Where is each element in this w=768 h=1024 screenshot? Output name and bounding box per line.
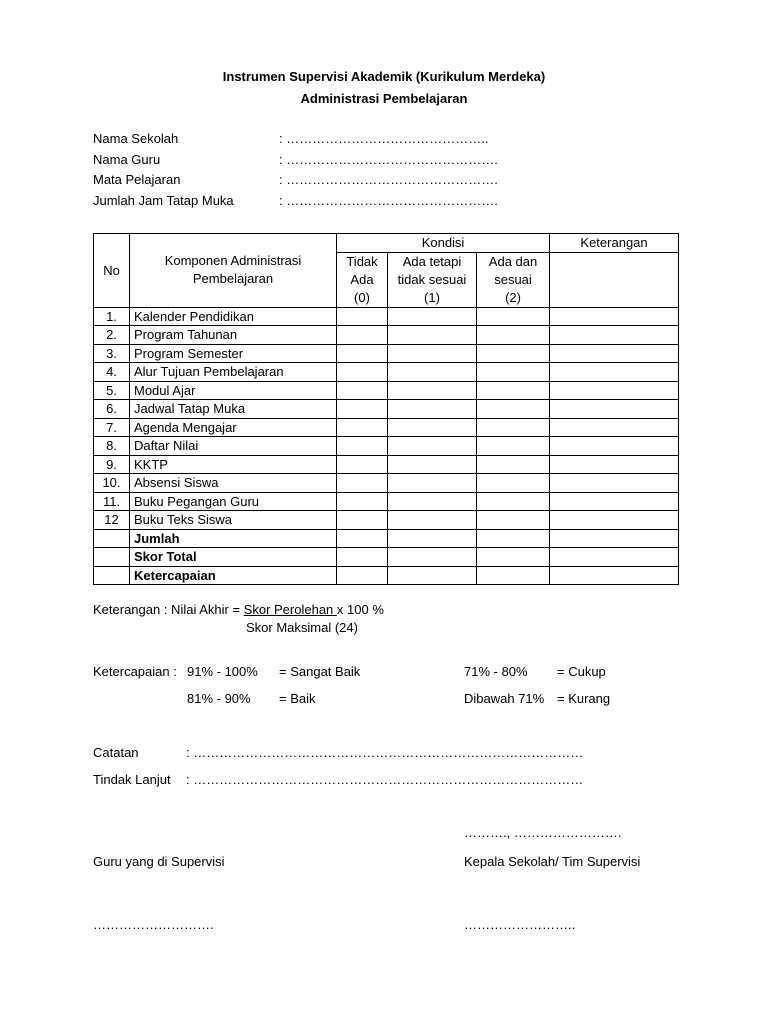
kondisi-1-score: (1) [424, 289, 440, 305]
summary-value-cell[interactable] [337, 529, 388, 548]
summary-row [94, 548, 679, 567]
keterangan-cell[interactable] [550, 492, 679, 511]
subject-field: : …………………………………………. [279, 172, 498, 187]
header-no: No [94, 234, 130, 308]
catatan-label: Catatan [93, 745, 139, 760]
row-component: Buku Pegangan Guru [130, 492, 337, 511]
kondisi-cell[interactable] [388, 437, 477, 456]
table-row [94, 437, 679, 456]
school-name-label: Nama Sekolah [93, 131, 179, 146]
kondisi-0-score: (0) [354, 289, 370, 305]
summary-value-cell[interactable] [550, 566, 679, 585]
keterangan-cell[interactable] [550, 474, 679, 493]
table-row [94, 381, 679, 400]
kondisi-1-label: Ada tetapi tidak sesuai [397, 253, 467, 287]
kondisi-cell[interactable] [477, 437, 550, 456]
kondisi-cell[interactable] [337, 326, 388, 345]
table-row [94, 474, 679, 493]
row-number: 2. [94, 326, 130, 345]
place-date-field: ………., ……………………. [464, 825, 622, 840]
kondisi-cell[interactable] [337, 307, 388, 326]
kondisi-cell[interactable] [477, 363, 550, 382]
table-row [94, 363, 679, 382]
keterangan-cell[interactable] [550, 511, 679, 530]
row-number: 9. [94, 455, 130, 474]
administration-table [93, 233, 679, 585]
kondisi-cell[interactable] [477, 307, 550, 326]
summary-value-cell[interactable] [550, 529, 679, 548]
kondisi-2-score: (2) [505, 289, 521, 305]
summary-no-cell [94, 529, 130, 548]
row-component: Daftar Nilai [130, 437, 337, 456]
row-component: Alur Tujuan Pembelajaran [130, 363, 337, 382]
keterangan-cell[interactable] [550, 455, 679, 474]
formula-prefix: Keterangan : Nilai Akhir = [93, 602, 244, 617]
kondisi-2-label: Ada dan sesuai [488, 253, 538, 287]
level-0-desc: = Sangat Baik [279, 664, 361, 679]
header-kondisi-0 [337, 252, 388, 307]
kondisi-cell[interactable] [337, 363, 388, 382]
kondisi-cell[interactable] [337, 492, 388, 511]
keterangan-cell[interactable] [550, 381, 679, 400]
row-component: Modul Ajar [130, 381, 337, 400]
teacher-signature-title: Guru yang di Supervisi [93, 854, 225, 869]
kondisi-cell[interactable] [337, 381, 388, 400]
kondisi-cell[interactable] [388, 418, 477, 437]
row-number: 6. [94, 400, 130, 419]
kondisi-cell[interactable] [388, 381, 477, 400]
kondisi-cell[interactable] [388, 474, 477, 493]
kondisi-cell[interactable] [477, 400, 550, 419]
row-number: 7. [94, 418, 130, 437]
summary-value-cell[interactable] [477, 548, 550, 567]
kondisi-cell[interactable] [477, 344, 550, 363]
kondisi-cell[interactable] [337, 418, 388, 437]
header-kondisi: Kondisi [337, 234, 550, 253]
table-row [94, 492, 679, 511]
summary-no-cell [94, 548, 130, 567]
kondisi-cell[interactable] [477, 418, 550, 437]
kondisi-cell[interactable] [337, 400, 388, 419]
table-row [94, 344, 679, 363]
tindak-lanjut-label: Tindak Lanjut [93, 772, 171, 787]
summary-value-cell[interactable] [550, 548, 679, 567]
catatan-field: : ……………………………………………………………………………… [186, 745, 584, 760]
row-component: Buku Teks Siswa [130, 511, 337, 530]
principal-signature-line: …………………….. [464, 917, 576, 932]
level-2-desc: = Cukup [557, 664, 606, 679]
keterangan-cell[interactable] [550, 344, 679, 363]
kondisi-cell[interactable] [388, 400, 477, 419]
row-number: 3. [94, 344, 130, 363]
formula-denominator: Skor Maksimal (24) [246, 620, 358, 635]
header-keterangan: Keterangan [550, 234, 679, 253]
summary-row [94, 529, 679, 548]
header-kondisi-2 [477, 252, 550, 307]
kondisi-cell[interactable] [337, 437, 388, 456]
row-number: 12 [94, 511, 130, 530]
kondisi-cell[interactable] [388, 344, 477, 363]
row-number: 11. [94, 492, 130, 511]
formula-line [93, 602, 384, 617]
kondisi-cell[interactable] [477, 455, 550, 474]
row-component: Program Semester [130, 344, 337, 363]
kondisi-cell[interactable] [388, 492, 477, 511]
formula-numerator: Skor Perolehan [243, 602, 337, 617]
table-row [94, 326, 679, 345]
kondisi-cell[interactable] [337, 344, 388, 363]
tindak-lanjut-field: : ……………………………………………………………………………… [186, 772, 584, 787]
summary-value-cell[interactable] [337, 566, 388, 585]
kondisi-cell[interactable] [388, 455, 477, 474]
keterangan-cell[interactable] [550, 418, 679, 437]
row-component: Kalender Pendidikan [130, 307, 337, 326]
table-row [94, 418, 679, 437]
kondisi-cell[interactable] [477, 474, 550, 493]
summary-value-cell[interactable] [388, 566, 477, 585]
kondisi-cell[interactable] [337, 511, 388, 530]
level-3-range: Dibawah 71% [464, 691, 545, 706]
table-body [94, 307, 679, 585]
kondisi-cell[interactable] [477, 511, 550, 530]
summary-value-cell[interactable] [337, 548, 388, 567]
kondisi-cell[interactable] [337, 455, 388, 474]
keterangan-cell[interactable] [550, 437, 679, 456]
header-kondisi-1 [388, 252, 477, 307]
kondisi-cell[interactable] [388, 326, 477, 345]
summary-label: Ketercapaian [130, 566, 337, 585]
table-row [94, 455, 679, 474]
keterangan-cell[interactable] [550, 400, 679, 419]
document-subtitle: Administrasi Pembelajaran [300, 91, 468, 106]
kondisi-0-label: Tidak Ada [346, 253, 378, 287]
row-component: Absensi Siswa [130, 474, 337, 493]
formula-suffix: x 100 % [336, 602, 384, 617]
subject-label: Mata Pelajaran [93, 172, 181, 187]
summary-label: Jumlah [130, 529, 337, 548]
row-component: Agenda Mengajar [130, 418, 337, 437]
summary-row [94, 566, 679, 585]
kondisi-cell[interactable] [477, 492, 550, 511]
summary-value-cell[interactable] [477, 529, 550, 548]
kondisi-cell[interactable] [477, 326, 550, 345]
kondisi-cell[interactable] [388, 307, 477, 326]
row-number: 8. [94, 437, 130, 456]
row-component: Program Tahunan [130, 326, 337, 345]
principal-signature-title: Kepala Sekolah/ Tim Supervisi [464, 854, 641, 869]
header-component: Komponen Administrasi Pembelajaran [130, 234, 337, 308]
teacher-signature-line: ………………………. [93, 917, 214, 932]
summary-no-cell [94, 566, 130, 585]
keterangan-cell[interactable] [550, 326, 679, 345]
school-name-field: : ……………………………………….. [279, 131, 489, 146]
document-title: Instrumen Supervisi Akademik (Kurikulum Merdeka) [222, 69, 546, 84]
kondisi-cell[interactable] [477, 381, 550, 400]
table-row [94, 307, 679, 326]
row-component: KKTP [130, 455, 337, 474]
row-component: Jadwal Tatap Muka [130, 400, 337, 419]
keterangan-cell[interactable] [550, 363, 679, 382]
table-row [94, 400, 679, 419]
kondisi-cell[interactable] [388, 363, 477, 382]
header-keterangan-blank [550, 252, 679, 307]
row-number: 10. [94, 474, 130, 493]
teacher-name-field: : …………………………………………. [279, 152, 498, 167]
level-0-range: 91% - 100% [187, 664, 258, 679]
summary-value-cell[interactable] [388, 529, 477, 548]
level-3-desc: = Kurang [557, 691, 611, 706]
row-number: 4. [94, 363, 130, 382]
hours-field: : …………………………………………. [279, 193, 498, 208]
row-number: 5. [94, 381, 130, 400]
row-number: 1. [94, 307, 130, 326]
summary-value-cell[interactable] [477, 566, 550, 585]
summary-value-cell[interactable] [388, 548, 477, 567]
hours-label: Jumlah Jam Tatap Muka [93, 193, 234, 208]
level-1-desc: = Baik [279, 691, 316, 706]
ketercapaian-label: Ketercapaian : [93, 664, 177, 679]
teacher-name-label: Nama Guru [93, 152, 161, 167]
kondisi-cell[interactable] [337, 474, 388, 493]
kondisi-cell[interactable] [388, 511, 477, 530]
summary-label: Skor Total [130, 548, 337, 567]
level-1-range: 81% - 90% [187, 691, 251, 706]
table-row [94, 511, 679, 530]
keterangan-cell[interactable] [550, 307, 679, 326]
level-2-range: 71% - 80% [464, 664, 528, 679]
